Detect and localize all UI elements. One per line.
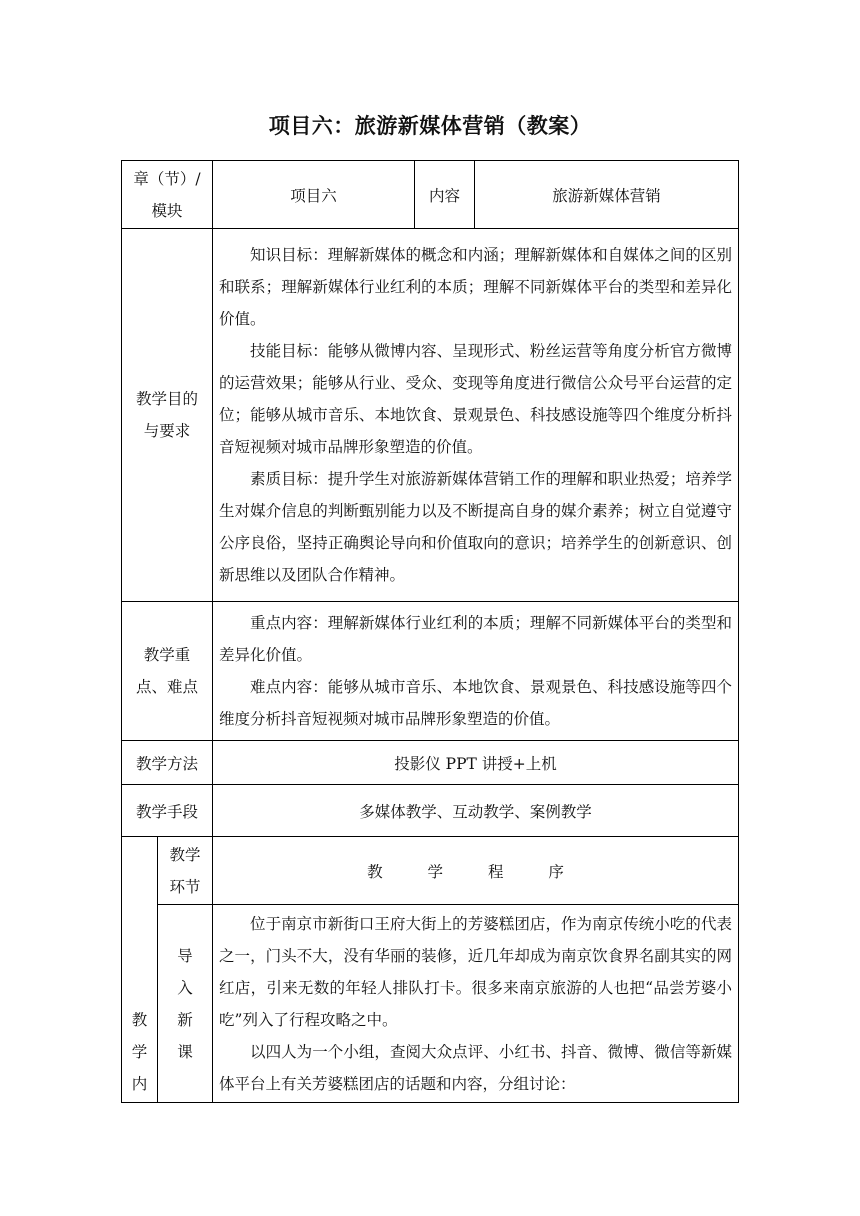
content-label: 内容 [415, 161, 475, 229]
chapter-label-cell [122, 161, 213, 229]
means-label: 教学手段 [122, 785, 213, 837]
method-value: 投影仪 PPT 讲授+上机 [213, 741, 739, 785]
goals-row [122, 229, 739, 602]
skill-goal: 技能目标：能够从微博内容、呈现形式、粉丝运营等角度分析官方微博的运营效果；能够从行业、受众、变现等角度进行微信公众号平台运营的定位；能够从城市音乐、本地饮食、景观景色、科技感设施等四个维度分析抖音短视频对城市品牌形象塑造的价值。 [219, 342, 733, 456]
key-points-label-line: 教学重 [143, 646, 191, 664]
teaching-content-char: 教 [131, 1011, 148, 1029]
difficult-content: 难点内容：能够从城市音乐、本地饮食、景观景色、科技感设施等四个维度分析抖音短视频对城市品牌形象塑造的价值。 [219, 678, 733, 728]
stage-header-line: 环节 [169, 877, 201, 896]
program-header: 教 学 程 序 [213, 837, 739, 905]
teaching-content-char: 学 [131, 1043, 148, 1061]
key-points-label-line: 点、难点 [136, 678, 199, 696]
intro-paragraph: 位于南京市新街口王府大街上的芳婆糕团店，作为南京传统小吃的代表之一，门头不大，没有华丽的装修，近几年却成为南京饮食界名副其实的网红店，引来无数的年轻人排队打卡。很多来南京旅游的人也把“品尝芳婆小吃”列入了行程攻略之中。 [219, 914, 733, 1029]
goals-label-cell [122, 229, 213, 602]
goals-label-line: 教学目的 [136, 390, 199, 408]
means-row [122, 785, 739, 837]
key-points-row [122, 602, 739, 741]
intro-paragraph: 以四人为一个小组，查阅大众点评、小红书、抖音、微博、微信等新媒体平台上有关芳婆糕团店的话题和内容，分组讨论： [219, 1042, 733, 1093]
chapter-label-line: 章（节）/ [133, 169, 201, 188]
goals-label-line: 与要求 [143, 422, 191, 440]
page-title: 项目六：旅游新媒体营销（教案） [268, 114, 592, 138]
chapter-label-line: 模块 [151, 201, 183, 220]
intro-char: 新 [177, 1010, 193, 1029]
process-header-row [122, 837, 739, 905]
teaching-content-label [122, 837, 158, 1103]
intro-row [122, 905, 739, 1103]
intro-content [213, 905, 739, 1103]
intro-char: 导 [177, 946, 193, 965]
stage-header [158, 837, 213, 905]
intro-stage-label [158, 905, 213, 1103]
intro-char: 入 [177, 978, 193, 997]
quality-goal: 素质目标：提升学生对旅游新媒体营销工作的理解和职业热爱；培养学生对媒介信息的判断甄别能力以及不断提高自身的媒介素养；树立自觉遵守公序良俗，坚持正确舆论导向和价值取向的意识；培养学生的创新意识、创新思维以及团队合作精神。 [219, 470, 733, 584]
intro-char: 课 [177, 1042, 193, 1061]
method-row [122, 741, 739, 785]
key-content: 重点内容：理解新媒体行业红利的本质；理解不同新媒体平台的类型和差异化价值。 [219, 614, 733, 664]
lesson-plan-table [121, 160, 739, 1103]
chapter-row [122, 161, 739, 229]
key-points-content [213, 602, 739, 741]
content-value: 旅游新媒体营销 [475, 161, 739, 229]
chapter-value: 项目六 [213, 161, 415, 229]
goals-content [213, 229, 739, 602]
knowledge-goal: 知识目标：理解新媒体的概念和内涵；理解新媒体和自媒体之间的区别和联系；理解新媒体行业红利的本质；理解不同新媒体平台的类型和差异化价值。 [219, 246, 733, 328]
key-points-label-cell [122, 602, 213, 741]
teaching-content-char: 内 [131, 1075, 148, 1093]
method-label: 教学方法 [122, 741, 213, 785]
stage-header-line: 教学 [169, 845, 201, 864]
means-value: 多媒体教学、互动教学、案例教学 [213, 785, 739, 837]
